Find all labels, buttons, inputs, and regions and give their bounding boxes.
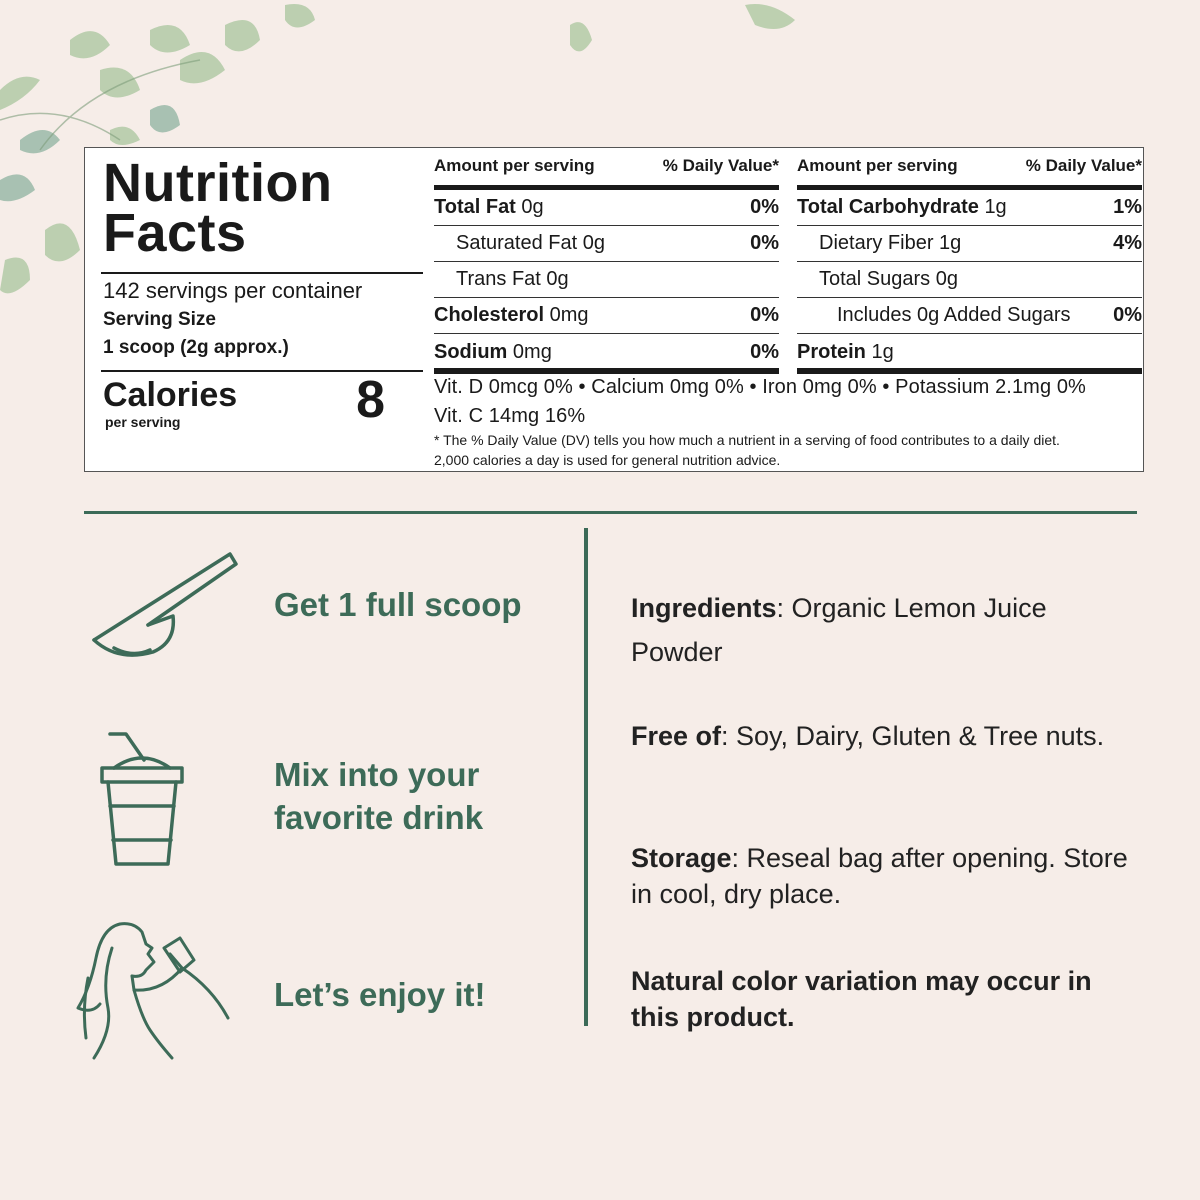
nutrient-row: Total Sugars 0g (797, 262, 1142, 298)
calories-value: 8 (356, 371, 385, 429)
daily-value-header: % Daily Value* (1025, 156, 1142, 175)
serving-size-label: Serving Size (103, 309, 216, 330)
daily-value-footnote: * The % Daily Value (DV) tells you how much a nutrient in a serving of food contributes to a daily diet. (434, 432, 1060, 448)
drink-cup-icon (98, 730, 186, 868)
scoop-icon (88, 550, 238, 665)
thick-divider (797, 368, 1142, 374)
step-text: Mix into your favorite drink (274, 756, 484, 836)
column-header (434, 156, 779, 178)
nutrient-row: Dietary Fiber 1g 4% (797, 226, 1142, 262)
free-of-label: Free of (631, 721, 722, 751)
nutrient-row: Total Fat 0g 0% (434, 190, 779, 226)
nutrient-row: Cholesterol 0mg 0% (434, 298, 779, 334)
column-divider (584, 528, 588, 1026)
storage-text: Storage: Reseal bag after opening. Store in cool, dry place. (631, 843, 1128, 909)
nutrient-row: Sodium 0mg 0% (434, 340, 779, 363)
nutrient-row: Total Carbohydrate 1g 1% (797, 190, 1142, 226)
amount-header: Amount per serving (797, 156, 958, 175)
nutrient-row: Trans Fat 0g (434, 262, 779, 298)
nutrition-title: Nutrition Facts (103, 153, 333, 263)
column-header (797, 156, 1142, 178)
section-divider (84, 511, 1137, 514)
ingredients-text: Ingredients: Organic Lemon Juice Powder (631, 593, 1047, 667)
divider (101, 272, 423, 274)
nutrition-facts-panel (84, 147, 1144, 472)
serving-size-value: 1 scoop (2g approx.) (103, 337, 289, 358)
nutrient-row: Includes 0g Added Sugars 0% (797, 298, 1142, 334)
free-of-text: Free of: Soy, Dairy, Gluten & Tree nuts. (631, 721, 1105, 751)
woman-drinking-icon (72, 918, 234, 1060)
servings-per-container: 142 servings per container (103, 278, 363, 303)
nutrient-row: Protein 1g (797, 340, 894, 363)
step-text: Get 1 full scoop (274, 586, 522, 623)
nutrition-summary (101, 148, 423, 471)
nutrient-row: Saturated Fat 0g 0% (434, 226, 779, 262)
color-variation-note: Natural color variation may occur in this product. (631, 966, 1092, 1032)
thick-divider (434, 368, 779, 374)
vitamins-line: Vit. C 14mg 16% (434, 405, 586, 427)
daily-value-header: % Daily Value* (662, 156, 779, 175)
vitamins-line: Vit. D 0mcg 0% • Calcium 0mg 0% • Iron 0mg 0% • Potassium 2.1mg 0% (434, 376, 1086, 398)
ingredients-label: Ingredients (631, 593, 777, 623)
calories-label: Calories (103, 376, 238, 414)
storage-label: Storage (631, 843, 732, 873)
calories-sub-label: per serving (105, 414, 181, 430)
daily-value-footnote: 2,000 calories a day is used for general nutrition advice. (434, 452, 781, 468)
amount-header: Amount per serving (434, 156, 595, 175)
step-text: Let’s enjoy it! (274, 976, 486, 1013)
